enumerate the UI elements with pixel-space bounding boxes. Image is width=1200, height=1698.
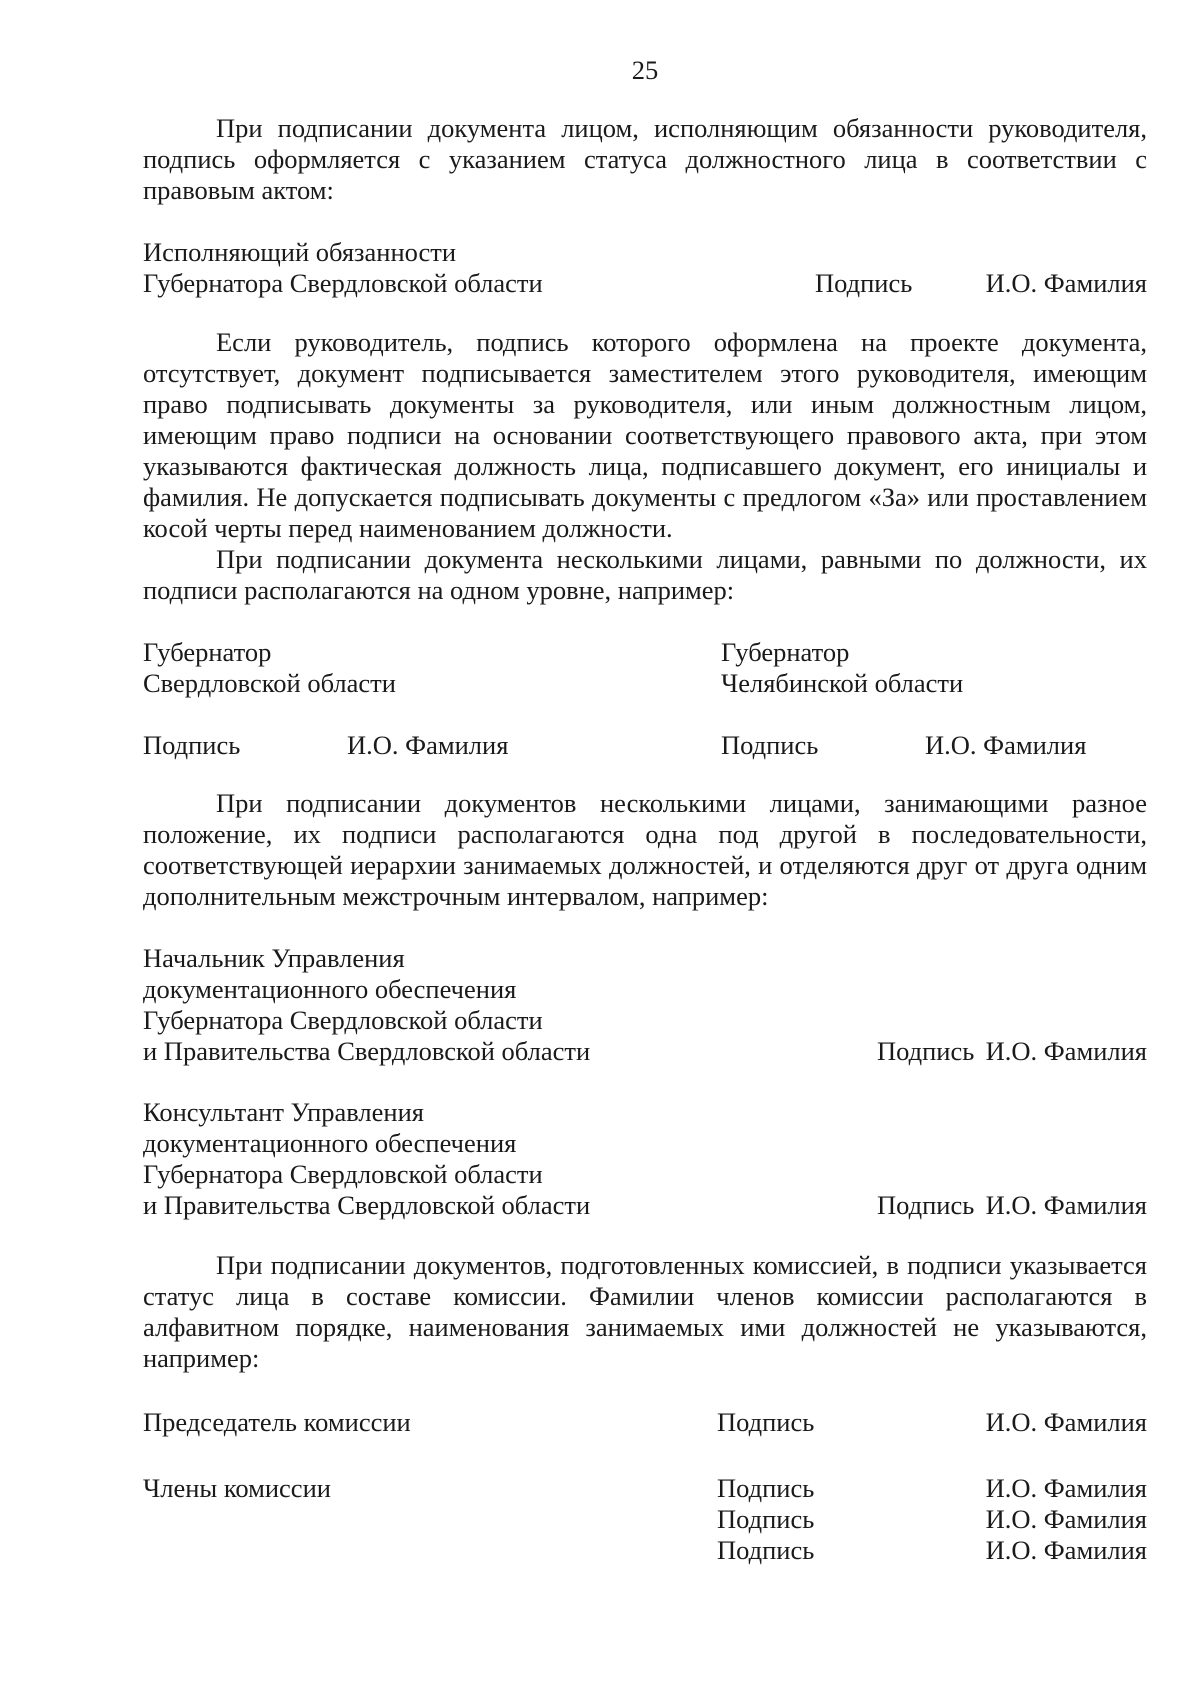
signer-title-line: Губернатор — [143, 637, 272, 667]
signer-title-line: Губернатор — [721, 637, 850, 667]
signature-block-equal — [143, 637, 1147, 761]
signature-placeholder: Подпись — [717, 1504, 815, 1534]
paragraph-absent-head: Если руководитель, подпись которого оформлена на проекте документа, отсутствует, документ подписывается заместителем этого руководителя, имеющим право подписывать документы за руководителя, или иным должностным лицом, имеющим право подписи на основании соответствующего правового акта, при этом указываются фактическая должность лица, подписавшего документ, его инициалы и фамилия. Не допускается подписывать документы с предлогом «За» или проставлением косой черты перед наименованием должности. — [143, 327, 1147, 543]
paragraph-acting-head: При подписании документа лицом, исполняющим обязанности руководителя, подпись оформляется с указанием статуса должностного лица в соответствии с правовым актом: — [143, 113, 1147, 205]
signature-placeholder: Подпись — [877, 1036, 975, 1066]
paragraph-hierarchy-signers: При подписании документов несколькими лицами, занимающими разное положение, их подписи располагаются одна под другой в последовательности, соответствующей иерархии занимаемых должностей, и отделяются друг от друга одним дополнительным межстрочным интервалом, например: — [143, 788, 1147, 911]
paragraph-commission: При подписании документов, подготовленных комиссией, в подписи указывается статус лица в составе комиссии. Фамилии членов комиссии располагаются в алфавитном порядке, наименования занимаемых ими должностей не указываются, например: — [143, 1250, 1147, 1373]
page-number: 25 — [631, 55, 659, 85]
signature-block-head — [143, 943, 1147, 1067]
signature-block-commission — [143, 1407, 1147, 1566]
signer-name: И.О. Фамилия — [985, 1036, 1147, 1066]
signature-block-acting — [143, 237, 1147, 299]
signature-placeholder: Подпись — [815, 268, 913, 298]
signer-title-line: документационного обеспечения — [143, 974, 517, 1004]
signer-name: И.О. Фамилия — [985, 1504, 1147, 1534]
signer-name: И.О. Фамилия — [985, 1190, 1147, 1220]
commission-members-label: Члены комиссии — [143, 1473, 331, 1503]
signer-title-line: Губернатора Свердловской области — [143, 1159, 543, 1189]
signer-title-line: Консультант Управления — [143, 1097, 424, 1127]
signer-title-line: Исполняющий обязанности — [143, 237, 457, 267]
signer-title-line: Губернатора Свердловской области — [143, 1005, 543, 1035]
signer-title-line: Свердловской области — [143, 668, 396, 698]
signer-name: И.О. Фамилия — [985, 1473, 1147, 1503]
signature-block-consultant — [143, 1097, 1147, 1221]
signature-placeholder: Подпись — [877, 1190, 975, 1220]
signer-name: И.О. Фамилия — [347, 730, 509, 760]
signer-name: И.О. Фамилия — [985, 1407, 1147, 1437]
signature-placeholder: Подпись — [717, 1473, 815, 1503]
signer-title-line: Начальник Управления — [143, 943, 405, 973]
signature-placeholder: Подпись — [143, 730, 241, 760]
signature-placeholder: Подпись — [721, 730, 819, 760]
signer-title-line: Губернатора Свердловской области — [143, 268, 543, 298]
commission-chair-label: Председатель комиссии — [143, 1407, 411, 1437]
signer-name: И.О. Фамилия — [985, 1535, 1147, 1565]
signer-title-line: и Правительства Свердловской области — [143, 1190, 591, 1220]
signer-name: И.О. Фамилия — [925, 730, 1087, 760]
signature-placeholder: Подпись — [717, 1407, 815, 1437]
signature-placeholder: Подпись — [717, 1535, 815, 1565]
paragraph-equal-signers: При подписании документа несколькими лицами, равными по должности, их подписи располагаются на одном уровне, например: — [143, 544, 1147, 605]
signer-title-line: документационного обеспечения — [143, 1128, 517, 1158]
signer-title-line: и Правительства Свердловской области — [143, 1036, 591, 1066]
document-page — [143, 55, 1147, 1566]
signer-title-line: Челябинской области — [721, 668, 964, 698]
signer-name: И.О. Фамилия — [985, 268, 1147, 298]
